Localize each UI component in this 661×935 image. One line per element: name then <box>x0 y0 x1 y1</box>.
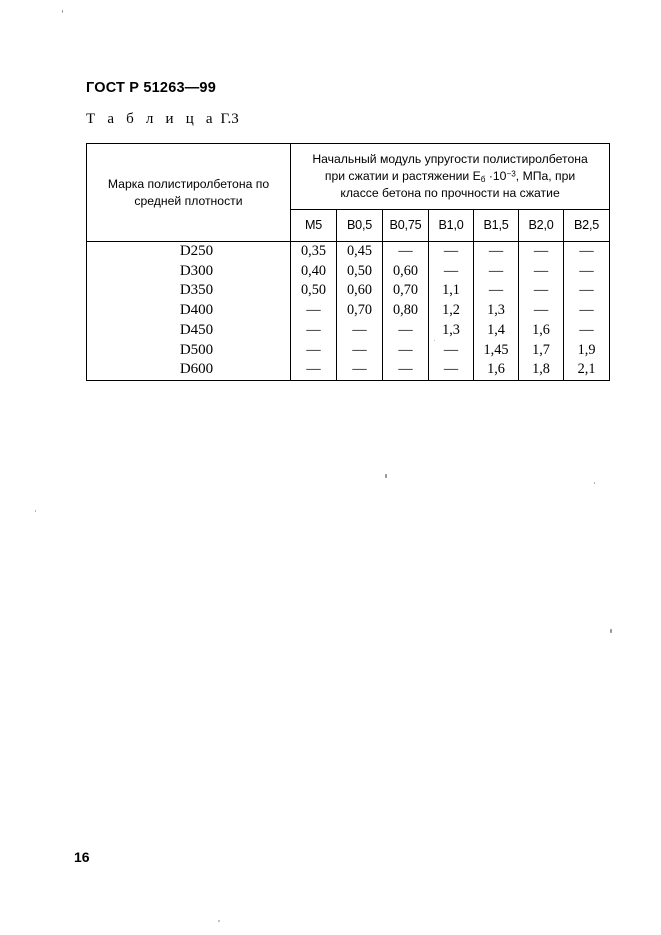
table-caption <box>86 111 239 128</box>
value-cell: 1,7 <box>532 341 550 358</box>
value-cell: 1,45 <box>483 341 509 358</box>
value-cell: 1,6 <box>487 361 505 378</box>
table-caption-word: Т а б л и ц а <box>86 111 217 127</box>
value-cell: 1,4 <box>487 321 505 338</box>
scan-artifact <box>385 474 387 478</box>
value-cell: — <box>398 361 413 378</box>
value-cell: — <box>443 341 459 358</box>
value-cell: 1,6 <box>532 321 550 338</box>
column-header-b15: B1,5 <box>474 209 519 241</box>
header-density-line1: Марка полистиролбетона по <box>107 177 270 192</box>
scan-artifact <box>218 920 220 922</box>
value-cell: 0,70 <box>392 282 419 299</box>
grade-label: D250 <box>179 243 214 259</box>
value-cell: — <box>306 302 321 319</box>
scan-artifact <box>610 629 612 633</box>
value-cell: 0,50 <box>300 282 327 299</box>
value-cell: 0,70 <box>346 302 373 319</box>
value-cell: 1,3 <box>487 302 505 319</box>
elastic-modulus-table <box>86 143 610 381</box>
value-cell: — <box>488 243 504 259</box>
value-cell: — <box>533 282 549 299</box>
value-cell: 0,60 <box>346 282 373 299</box>
value-column-b075 <box>383 242 429 381</box>
value-cell: 1,1 <box>442 282 460 299</box>
table-caption-number: Г.3 <box>216 111 239 127</box>
value-cell: — <box>579 282 594 299</box>
value-cell: — <box>398 341 413 358</box>
value-cell: — <box>398 243 413 259</box>
value-cell: — <box>306 341 321 358</box>
value-cell: 2,1 <box>577 361 596 378</box>
grade-label: D450 <box>179 321 214 338</box>
column-header-b25: B2,5 <box>564 209 610 241</box>
value-cell: — <box>579 302 594 319</box>
value-cell: — <box>488 262 504 279</box>
column-header-b05: B0,5 <box>337 209 383 241</box>
grade-column <box>87 242 291 381</box>
scan-artifact <box>35 510 36 512</box>
value-cell: — <box>352 321 367 338</box>
value-column-b25 <box>564 242 610 381</box>
value-column-b10 <box>429 242 474 381</box>
header-modulus-line2c: , МПа, при <box>515 168 576 183</box>
scan-artifact <box>594 482 595 484</box>
header-modulus-line1: Начальный модуль упругости полистиролбетона <box>312 152 588 167</box>
header-modulus-line2a: при сжатии и растяжении E <box>324 168 481 183</box>
column-header-b10: B1,0 <box>429 209 474 241</box>
value-cell: 1,8 <box>532 361 550 378</box>
value-cell: — <box>533 243 549 259</box>
header-modulus-superscript: −3 <box>506 169 516 179</box>
header-modulus-line2b: ·10 <box>485 168 507 183</box>
value-column-m5 <box>291 242 337 381</box>
table-container <box>86 143 609 381</box>
value-column-b20 <box>519 242 564 381</box>
value-cell: — <box>398 321 413 338</box>
scan-artifact <box>62 10 63 13</box>
value-cell: — <box>533 262 549 279</box>
value-cell: — <box>443 243 459 259</box>
grade-label: D600 <box>179 361 214 378</box>
value-cell: 0,80 <box>392 302 419 319</box>
column-header-m5: M5 <box>291 209 337 241</box>
value-cell: 1,2 <box>442 302 460 319</box>
header-modulus-subscript: б <box>480 174 486 184</box>
value-cell: 1,3 <box>442 321 460 338</box>
page-number: 16 <box>74 849 90 865</box>
value-cell: 0,50 <box>346 262 373 279</box>
value-cell: 0,35 <box>300 243 327 259</box>
value-cell: — <box>579 243 594 259</box>
header-cell-elastic-modulus <box>291 144 610 210</box>
value-cell: — <box>352 361 367 378</box>
value-cell: — <box>488 282 504 299</box>
value-cell: — <box>533 302 549 319</box>
value-cell: 0,40 <box>300 262 327 279</box>
value-cell: 0,45 <box>346 243 373 259</box>
value-cell: — <box>579 262 594 279</box>
grade-label: D300 <box>179 262 214 279</box>
standard-number-header: ГОСТ Р 51263—99 <box>86 80 216 96</box>
column-header-b20: B2,0 <box>519 209 564 241</box>
value-cell: — <box>579 321 594 338</box>
value-cell: — <box>443 361 459 378</box>
value-cell: 1,9 <box>577 341 596 358</box>
value-cell: — <box>352 341 367 358</box>
value-column-b15 <box>474 242 519 381</box>
value-cell: — <box>306 361 321 378</box>
column-header-b075: B0,75 <box>383 209 429 241</box>
grade-label: D400 <box>179 302 214 319</box>
table-header-row-top <box>87 144 610 210</box>
value-cell: — <box>443 262 459 279</box>
table-body-row <box>87 242 610 381</box>
header-modulus-line3: классе бетона по прочности на сжатие <box>340 186 560 201</box>
value-cell: — <box>306 321 321 338</box>
value-cell: 0,60 <box>392 262 419 279</box>
grade-label: D500 <box>179 341 214 358</box>
value-column-b05 <box>337 242 383 381</box>
header-density-line2: средней плотности <box>134 193 243 208</box>
header-cell-density-grade <box>87 144 291 242</box>
grade-label: D350 <box>179 282 214 299</box>
